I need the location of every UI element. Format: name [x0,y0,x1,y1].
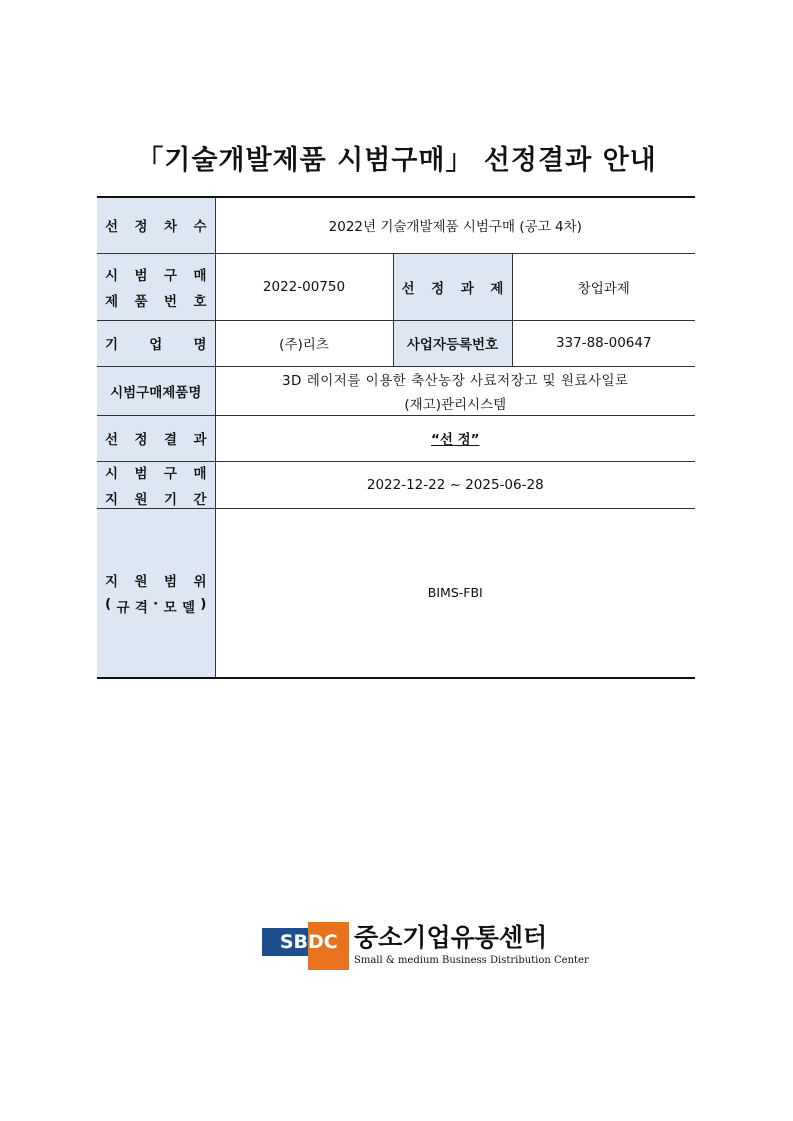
product-no-label: 시 범 구 매 제 품 번 호 [97,253,215,320]
table-row [97,253,695,320]
product-name-label: 시범구매제품명 [97,366,215,415]
selection-result-table [97,196,695,679]
logo-mark-blue: SB [262,928,308,956]
page-title: 「기술개발제품 시범구매」 선정결과 안내 [136,145,657,176]
logo-name-korean: 중소기업유통센터 [354,923,548,952]
logo-mark-orange: DC [308,922,349,970]
scope-value: BIMS-FBI [215,508,695,678]
task-value: 창업과제 [512,253,695,320]
result-label: 선 정 결 과 [97,415,215,461]
sbdc-logo-mark [262,922,349,970]
table-row [97,366,695,415]
biz-reg-label: 사업자등록번호 [393,320,512,366]
task-label: 선 정 과 제 [393,253,512,320]
result-value: “선 정” [215,415,695,461]
table-row [97,320,695,366]
table-row [97,508,695,678]
period-label: 시 범 구 매 지 원 기 간 [97,461,215,508]
table-row [97,197,695,253]
scope-label: 지 원 범 위 ( 규 격 · 모 델 ) [97,508,215,678]
period-value: 2022-12-22 ~ 2025-06-28 [215,461,695,508]
table-row [97,415,695,461]
round-value: 2022년 기술개발제품 시범구매 (공고 4차) [215,197,695,253]
sbdc-logo [262,914,589,974]
logo-name-english: Small & medium Business Distribution Center [354,955,589,966]
biz-reg-value: 337-88-00647 [512,320,695,366]
company-label: 기 업 명 [97,320,215,366]
round-label: 선 정 차 수 [97,197,215,253]
product-no-value: 2022-00750 [215,253,393,320]
company-value: (주)리츠 [215,320,393,366]
table-row [97,461,695,508]
product-name-value: 3D 레이저를 이용한 축산농장 사료저장고 및 원료사일로 (재고)관리시스템 [215,366,695,415]
